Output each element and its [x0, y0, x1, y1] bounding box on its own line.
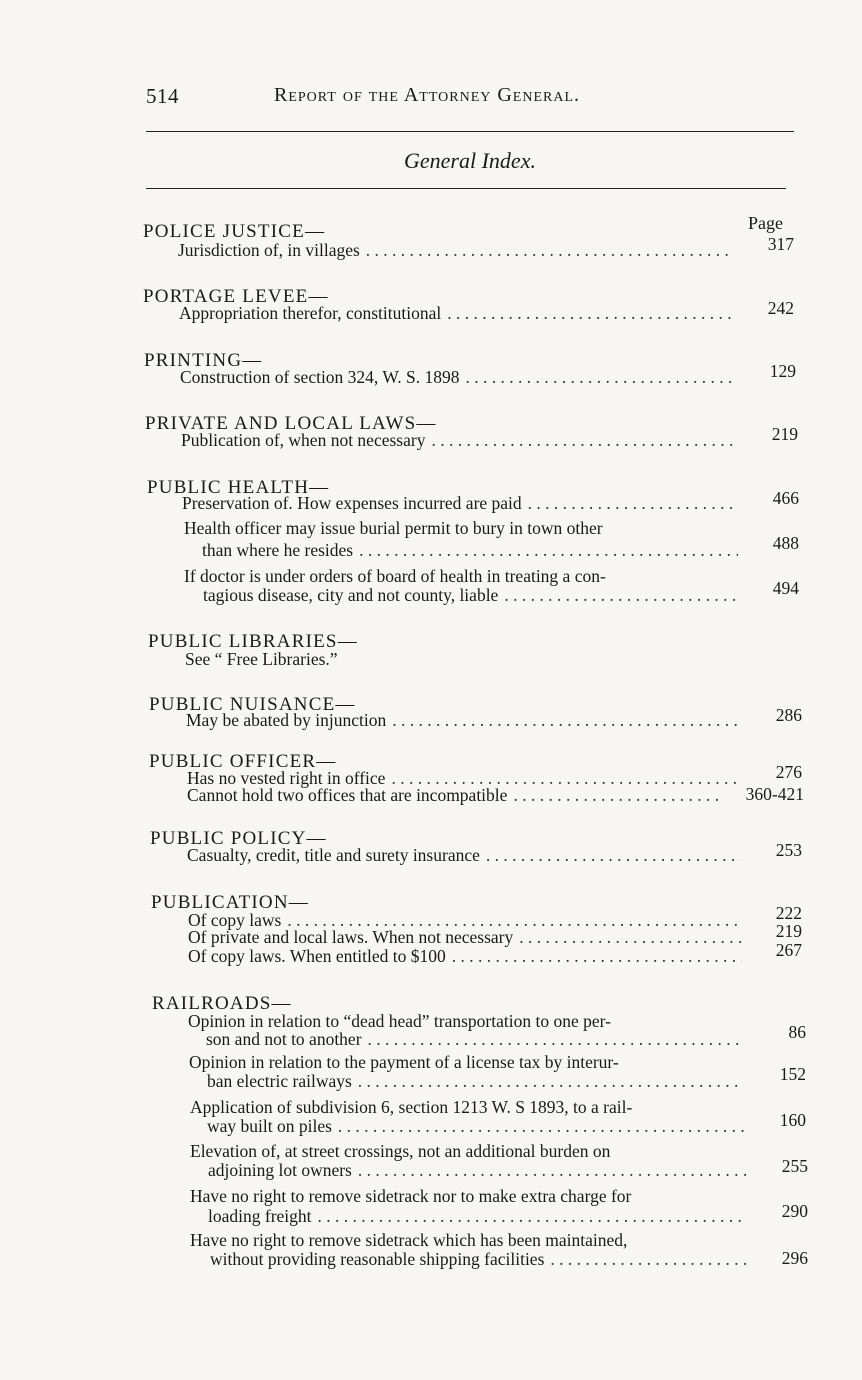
index-line-text: ban electric railways [207, 1071, 352, 1091]
page-reference: 317 [767, 234, 794, 254]
page-reference: 86 [788, 1022, 806, 1042]
dot-leader [359, 540, 738, 560]
page-reference: 286 [775, 705, 802, 725]
index-line [207, 1071, 750, 1091]
section-title: General Index. [404, 148, 536, 173]
dot-leader [519, 927, 742, 947]
index-line-text: Publication of, when not necessary [181, 430, 426, 450]
entry-heading: PUBLICATION— [151, 892, 309, 913]
entry-heading: PUBLIC HEALTH— [147, 477, 330, 498]
index-line-text: Have no right to remove sidetrack which has been maintained, [190, 1230, 628, 1250]
dot-leader [338, 1116, 744, 1136]
dot-leader [466, 367, 736, 387]
entry-heading: PUBLIC POLICY— [150, 828, 327, 849]
index-line-text: Casualty, credit, title and surety insurance [187, 845, 480, 865]
dot-leader [447, 303, 735, 323]
index-line [179, 303, 741, 323]
dot-leader [431, 430, 737, 450]
index-line-text: way built on piles [207, 1116, 332, 1136]
dot-leader [550, 1249, 746, 1269]
page-reference: 222 [775, 903, 802, 923]
index-line [181, 430, 743, 450]
page-reference: 160 [779, 1110, 806, 1130]
index-line-text: Has no vested right in office [187, 768, 386, 788]
page-header [146, 84, 796, 114]
entry-heading: PRINTING— [144, 350, 263, 371]
page-reference: 219 [775, 921, 802, 941]
index-line-text: Opinion in relation to the payment of a license tax by interur- [189, 1052, 619, 1072]
index-line-text: Jurisdiction of, in villages [178, 240, 360, 260]
index-entry [143, 221, 793, 242]
index-line [203, 585, 744, 605]
index-line-text: Of copy laws. When entitled to $100 [188, 946, 446, 966]
entry-heading: PUBLIC NUISANCE— [149, 694, 356, 715]
index-line [202, 540, 744, 560]
page-reference: 466 [772, 488, 799, 508]
index-line-text: Elevation of, at street crossings, not an additional burden on [190, 1141, 611, 1161]
index-line-text: Cannot hold two offices that are incompatible [187, 785, 508, 805]
index-line [210, 1249, 752, 1269]
index-line-text: loading freight [208, 1206, 312, 1226]
index-line [187, 785, 727, 805]
index-line [188, 927, 748, 947]
page-reference: 242 [767, 298, 794, 318]
index-line-text: Of private and local laws. When not necessary [188, 927, 514, 947]
page-reference: 488 [772, 533, 799, 553]
entry-heading: RAILROADS— [152, 993, 292, 1014]
index-line [187, 845, 747, 865]
page-reference: 255 [781, 1156, 808, 1176]
dot-leader [366, 240, 734, 260]
index-line [206, 1029, 750, 1049]
index-line-text: son and not to another [206, 1029, 362, 1049]
dot-leader [358, 1160, 748, 1180]
dot-leader [513, 785, 721, 805]
dot-leader [368, 1029, 744, 1049]
index-line-text: without providing reasonable shipping facilities [210, 1249, 545, 1269]
dot-leader [528, 493, 738, 513]
index-line-text: adjoining lot owners [208, 1160, 352, 1180]
index-line [182, 493, 744, 513]
index-line-text: Appropriation therefor, constitutional [179, 303, 442, 323]
index-line [178, 240, 740, 260]
running-title: Report of the Attorney General. [274, 84, 581, 106]
page-reference: 296 [781, 1248, 808, 1268]
index-line-text: Construction of section 324, W. S. 1898 [180, 367, 460, 387]
page-column-label: Page [748, 213, 783, 233]
dot-leader [486, 845, 741, 865]
page-reference: 219 [771, 424, 798, 444]
dot-leader [504, 585, 738, 605]
bottom-rule [146, 188, 786, 189]
page-reference: 253 [775, 840, 802, 860]
index-line-text: than where he resides [202, 540, 354, 560]
index-line [207, 1116, 750, 1136]
page-reference: 494 [772, 578, 799, 598]
dot-leader [318, 1206, 746, 1226]
index-line-text: Application of subdivision 6, section 1213 W. S 1893, to a rail- [190, 1097, 633, 1117]
page-number: 514 [146, 84, 179, 108]
page-reference: 276 [775, 762, 802, 782]
index-line-text: Of copy laws [188, 910, 282, 930]
index-line-text: Health officer may issue burial permit to bury in town other [184, 518, 603, 538]
entry-heading: PORTAGE LEVEE— [143, 286, 329, 307]
index-line [188, 946, 748, 966]
page-reference: 360-421 [745, 784, 804, 804]
index-line [186, 710, 746, 730]
index-line [208, 1206, 752, 1226]
index-line-text: Opinion in relation to “dead head” transportation to one per- [188, 1011, 611, 1031]
page-reference: 267 [775, 940, 802, 960]
index-line-text: Have no right to remove sidetrack nor to make extra charge for [190, 1186, 632, 1206]
dot-leader [392, 710, 740, 730]
entry-heading: PUBLIC OFFICER— [149, 751, 337, 772]
page-reference: 290 [781, 1201, 808, 1221]
entry-heading: PRIVATE AND LOCAL LAWS— [145, 413, 437, 434]
entry-heading: PUBLIC LIBRARIES— [148, 631, 358, 652]
index-line [180, 367, 742, 387]
dot-leader [358, 1071, 744, 1091]
index-line-text: See “ Free Libraries.” [185, 649, 338, 669]
dot-leader [452, 946, 742, 966]
entry-heading: POLICE JUSTICE— [143, 221, 326, 242]
top-rule [146, 131, 794, 132]
page-reference: 152 [779, 1064, 806, 1084]
page-reference: 129 [769, 361, 796, 381]
index-line-text: If doctor is under orders of board of health in treating a con- [184, 566, 606, 586]
index-line-text: May be abated by injunction [186, 710, 387, 730]
index-line-text: Preservation of. How expenses incurred are paid [182, 493, 522, 513]
index-line-text: tagious disease, city and not county, liable [203, 585, 499, 605]
index-line [208, 1160, 754, 1180]
